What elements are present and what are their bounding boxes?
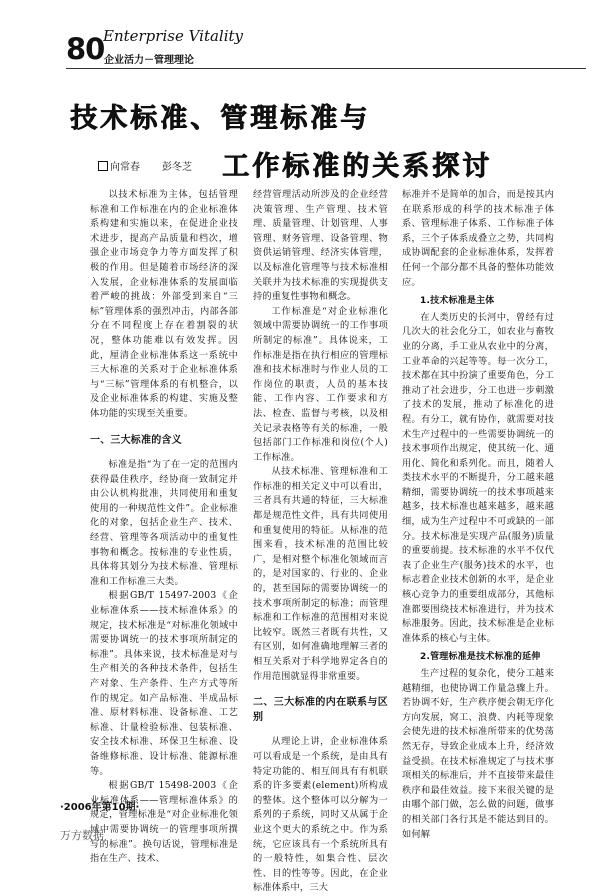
subsection-heading: 2.管理标准是技术标准的延伸 <box>420 652 541 663</box>
square-icon <box>98 161 108 171</box>
watermark: 万方数据 <box>60 829 104 842</box>
section-heading: 一、三大标准的含义 <box>90 434 182 446</box>
paragraph: 根据GB/T 15498-2003《企业标准体系——管理标准体系》的规定，管理标准是“对企业标准化领域中需要协调统一的管理事项所撰写的标准”。换句话说，管理标准是指在生产、技术、 <box>90 780 238 865</box>
paragraph: 以技术标准为主体，包括管理标准和工作标准在内的企业标准体系构建和实施以来，在促进企业技术进步，提高产品质量和档次，增强企业市场竞争力等方面发挥了积极的作用。但是随着市场经济的深入发展，企业标准体系的发展面临着严峻的挑战：外部受到来自“三标”管理体系的强烈冲击，内部各部分在不同程度上存在着割裂的状况，整体功能难以有效发挥。因此，厘清企业标准体系这一系统中三大标准的关系对于企业标准体系与“三标”管理体系的有机整合，以及企业标准体系的构建、实施及整体功能的实现至关重要。 <box>90 189 238 419</box>
issue-footer: ·2006年第10期· <box>60 802 140 813</box>
paragraph: 标准并不是简单的加合，而是按其内在联系形成的科学的技术标准子体系、管理标准子体系、工作标准子体系，三个子体系成叠立之势，共同构成协调配套的企业标准体系，发挥着任何一个部分都不具备的整体功能效应。 <box>402 189 554 288</box>
paragraph: 标准是指“为了在一定的范围内获得最佳秩序，经协商一致制定并由公认机构批准，共同使用和重复使用的一种规范性文件”。企业标准化的对象，包括企业生产、技术、经营、管理等各项活动中的重复性事物和概念。按标准的专业性质，具体将其划分为技术标准、管理标准和工作标准三大类。 <box>90 459 238 587</box>
journal-name-en: Enterprise Vitality <box>103 27 244 45</box>
author-line <box>98 158 192 173</box>
paragraph: 在人类历史的长河中，曾经有过几次大的社会化分工，如农业与畜牧业的分离，手工业从农业中的分离，工业革命的兴起等等。每一次分工，技术都在其中扮演了重要角色，分工推动了社会进步，分工也进一步刺激了技术的发展，推动了标准化的进程。有分工，就有协作，就需要对技术生产过程中的一些需要协调统一的技术事项作出规定，使其统一化、通用化、简化和系列化。而且，随着人类技术水平的不断提升，分工越来越精细，需要协调统一的技术事项越来越多，技术标准也越来越多，越来越细，成为生产过程中不可或缺的一部分。技术标准是实现产品(服务)质量的重要前提。技术标准的水平不仅代表了企业生产(服务)技术的水平，也标志着企业技术创新的水平，是企业核心竞争力的重要组成部分，其他标准都要围绕技术标准进行，并为技术标准服务。因此，技术标准是企业标准体系的核心与主体。 <box>402 311 554 644</box>
paragraph: 从理论上讲，企业标准体系可以看成是一个系统，是由具有特定功能的、相互间具有有机联系的许多要素(element)所构成的整体。这个整体可以分解为一系列的子系统，同时又从属于企业这个更大的系统之中。作为系统，它应该具有一个系统所具有的一般特性，如集合性、层次性、目的性等等。因此，在企业标准体系中，三大 <box>253 736 388 894</box>
author-2: 彭冬芝 <box>162 162 192 173</box>
paragraph: 从技术标准、管理标准和工作标准的相关定义中可以看出，三者具有共通的特征，三大标准都是规范性文件，具有共同使用和重复使用的特征。从标准的范围来看，技术标准的范围比较广，是相对整个标准化领域而言的，是对国家的、行业的、企业的，甚至国际的需要协调统一的技术事项所制定的标准；而管理标准和工作标准的范围相对来说比较窄。既然三者既有共性，又有区别，如何准确地理解三者的相互关系对于科学地界定各自的作用范围就显得非常重要。 <box>253 466 388 682</box>
header-divider <box>66 68 586 69</box>
author-1: 向常春 <box>98 158 140 173</box>
section-heading: 二、三大标准的内在联系与区别 <box>253 697 388 723</box>
article-title-line2: 工作标准的关系探讨 <box>222 151 492 182</box>
text-column-1 <box>90 188 238 867</box>
text-column-3 <box>402 188 554 842</box>
paragraph: 经营管理活动所涉及的企业经营决策管理、生产管理、技术管理、质量管理、计划管理、人事管理、财务管理、设备管理、物资供运销管理、经济实体管理，以及标准化管理等与技术标准相关联并为技术标准的实现提供支持的重复性事物和概念。 <box>253 189 388 303</box>
page-number: 80 <box>66 32 105 66</box>
paragraph: 根据GB/T 15497-2003《企业标准体系——技术标准体系》的规定，技术标准是“对标准化领域中需要协调统一的技术事项所制定的标准”。具体来说，技术标准是对与生产相关的各种技术条件，包括生产对象、生产条件、生产方式等所作的规定。如产品标准、半成品标准、原材料标准、设备标准、工艺标准、计量检验标准、包装标准、安全技术标准、环保卫生标准、设备维修标准、设计标准、能源标准等。 <box>90 590 238 777</box>
journal-section: 企业活力－管理理论 <box>104 55 194 66</box>
text-column-2 <box>253 188 388 896</box>
subsection-heading: 1.技术标准是主体 <box>420 296 495 307</box>
paragraph: 工作标准是“对企业标准化领域中需要协调统一的工作事项所制定的标准”。具体说来，工作标准是指在执行相应的管理标准和技术标准时与作业人员的工作岗位的职责，人员的基本技能、工作内容、工作要求和方法、检查、监督与考核，以及相关记录表格等有关的标准，一般包括部门工作标准和岗位(个人)工作标准。 <box>253 305 388 463</box>
article-title-line1: 技术标准、管理标准与 <box>70 103 370 134</box>
paragraph: 生产过程的复杂化，使分工越来越精细，也使协调工作量急骤上升。若协调不好，生产秩序便会朝无序化方向发展，窝工、浪费、内耗等现象会使先进的技术标准所带来的优势荡然无存，导致企业成本上升，经济效益受损。在技术标准规定了与技术事项相关的标准后，并不直接带来最佳秩序和最佳效益。接下来很关键的是由哪个部门做，怎么做的问题，做事的相关部门各行其是不能达到目的。如何解 <box>402 668 554 840</box>
page-header <box>66 20 586 68</box>
